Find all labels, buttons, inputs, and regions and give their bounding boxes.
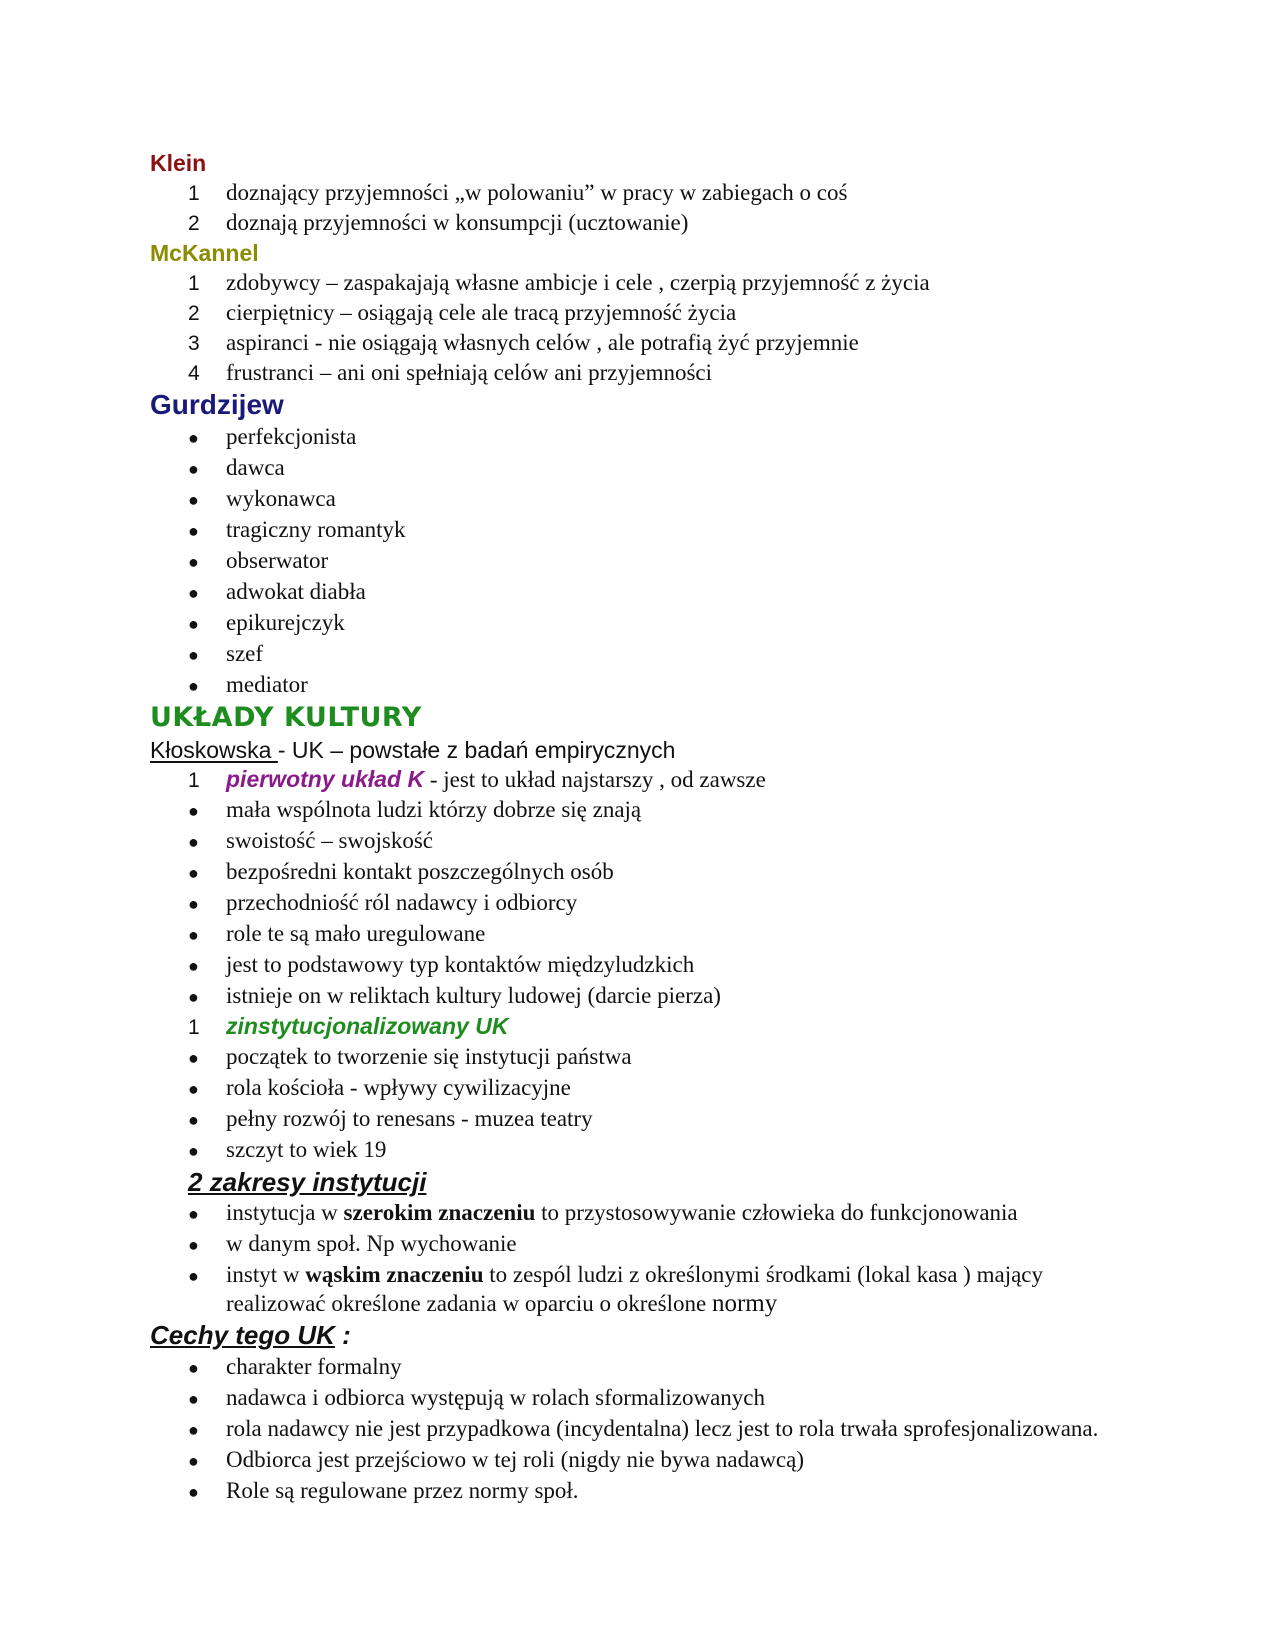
list-item — [150, 208, 1125, 238]
bullet-icon: ● — [188, 676, 199, 696]
zakresy-heading: 2 zakresy instytucji — [188, 1167, 427, 1197]
list-item-text: przechodniość ról nadawcy i odbiorcy — [226, 890, 578, 915]
list-item — [150, 1012, 1125, 1042]
list-number: 1 — [188, 1016, 200, 1039]
list-item: ● instyt w wąskim znaczeniu to zespól ludzi z określonymi środkami (lokal kasa ) mający realizować określone zadania w oparciu o określone normy — [188, 1262, 1043, 1317]
list-item — [150, 1073, 1125, 1104]
list-item — [150, 1445, 1125, 1476]
list-item — [150, 358, 1125, 388]
author-name: Kłoskowska — [150, 737, 278, 763]
term-pierwotny: pierwotny układ K — [226, 766, 425, 792]
list-item-text: adwokat diabła — [226, 579, 366, 604]
bullet-icon: ● — [188, 956, 199, 976]
list-item-text: bezpośredni kontakt poszczególnych osób — [226, 859, 614, 884]
term-description: - jest to układ najstarszy , od zawsze — [424, 767, 766, 792]
bullet-icon: ● — [188, 1141, 199, 1161]
list-item-text: Odbiorca jest przejściowo w tej roli (nigdy nie bywa nadawcą) — [226, 1447, 804, 1472]
list-item-text: obserwator — [226, 548, 329, 573]
bullet-icon: ● — [188, 832, 199, 852]
list-item-text: mała wspólnota ludzi którzy dobrze się znają — [226, 797, 642, 822]
list-item — [150, 422, 1125, 453]
bullet-icon: ● — [188, 894, 199, 914]
bold-term: wąskim znaczeniu — [305, 1262, 484, 1287]
list-number: 3 — [188, 332, 200, 355]
list-item — [150, 1229, 1125, 1260]
list-item — [150, 1352, 1125, 1383]
bullet-icon: ● — [188, 1079, 199, 1099]
list-item — [150, 950, 1125, 981]
list-item-text: doznają przyjemności w konsumpcji (ucztowanie) — [226, 210, 689, 235]
list-number: 2 — [188, 302, 200, 325]
bullet-icon: ● — [188, 1482, 199, 1502]
bullet-icon: ● — [188, 987, 199, 1007]
author-line-text: - UK – powstałe z badań empirycznych — [277, 737, 676, 763]
list-item-text: nadawca i odbiorca występują w rolach sformalizowanych — [226, 1385, 766, 1410]
list-item — [150, 1476, 1125, 1507]
list-item-text: w danym społ. Np wychowanie — [226, 1231, 517, 1256]
list-item — [150, 1042, 1125, 1073]
list-item-text: istnieje on w reliktach kultury ludowej (darcie pierza) — [226, 983, 721, 1008]
bullet-icon: ● — [188, 614, 199, 634]
cechy-heading: Cechy tego UK : — [150, 1320, 351, 1350]
list-item — [150, 765, 1125, 795]
bullet-icon: ● — [188, 925, 199, 945]
list-item — [150, 608, 1125, 639]
list-item-text: dawca — [226, 455, 285, 480]
bullet-icon: ● — [188, 1420, 199, 1440]
bullet-icon: ● — [188, 490, 199, 510]
bullet-icon: ● — [188, 1048, 199, 1068]
list-item: ● instytucja w szerokim znaczeniu to przystosowywanie człowieka do funkcjonowania — [150, 1198, 1125, 1229]
list-item-text: perfekcjonista — [226, 424, 357, 449]
list-item-text: cierpiętnicy – osiągają cele ale tracą przyjemność życia — [226, 300, 737, 325]
list-item — [150, 268, 1125, 298]
bullet-icon: ● — [188, 521, 199, 541]
mckannel-heading: McKannel — [150, 240, 259, 266]
list-number: 1 — [188, 769, 200, 792]
list-item — [150, 826, 1125, 857]
list-item-text: tragiczny romantyk — [226, 517, 406, 542]
list-item-text: charakter formalny — [226, 1354, 402, 1379]
bullet-icon: ● — [188, 1266, 199, 1286]
list-item-text: Role są regulowane przez normy społ. — [226, 1478, 579, 1503]
bullet-icon: ● — [188, 459, 199, 479]
list-item-text: aspiranci - nie osiągają własnych celów , ale potrafią żyć przyjemnie — [226, 330, 859, 355]
list-item — [150, 888, 1125, 919]
term-zinstytucjonalizowany: zinstytucjonalizowany UK — [226, 1013, 509, 1039]
list-item-text: rola kościoła - wpływy cywilizacyjne — [226, 1075, 571, 1100]
list-item — [150, 981, 1125, 1012]
bullet-icon: ● — [188, 1389, 199, 1409]
list-item — [150, 298, 1125, 328]
list-item-text: mediator — [226, 672, 308, 697]
bullet-icon: ● — [188, 645, 199, 665]
list-item — [150, 515, 1125, 546]
list-item-text: epikurejczyk — [226, 610, 345, 635]
list-item-text: wykonawca — [226, 486, 336, 511]
list-item-text: szef — [226, 641, 264, 666]
list-item-text: role te są mało uregulowane — [226, 921, 486, 946]
list-item — [150, 178, 1125, 208]
list-item — [150, 328, 1125, 358]
list-item-text: szczyt to wiek 19 — [226, 1137, 387, 1162]
list-item — [150, 919, 1125, 950]
list-item — [150, 453, 1125, 484]
bold-term: szerokim znaczeniu — [343, 1200, 536, 1225]
list-item — [150, 1104, 1125, 1135]
list-item — [150, 546, 1125, 577]
list-item-text: doznający przyjemności „w polowaniu” w pracy w zabiegach o coś — [226, 180, 848, 205]
list-item — [150, 795, 1125, 826]
bullet-icon: ● — [188, 1204, 199, 1224]
klein-heading: Klein — [150, 150, 207, 176]
list-item-text: początek to tworzenie się instytucji państwa — [226, 1044, 632, 1069]
list-number: 1 — [188, 182, 200, 205]
author-line — [150, 735, 1125, 765]
list-item-text: zdobywcy – zaspakajają własne ambicje i cele , czerpią przyjemność z życia — [226, 270, 930, 295]
list-item — [150, 857, 1125, 888]
list-item — [150, 577, 1125, 608]
bullet-icon: ● — [188, 1110, 199, 1130]
list-item — [150, 670, 1125, 701]
bullet-icon: ● — [188, 583, 199, 603]
bullet-icon: ● — [188, 552, 199, 572]
list-item — [150, 639, 1125, 670]
list-item-text: jest to podstawowy typ kontaktów międzyludzkich — [226, 952, 695, 977]
document-page — [150, 148, 1125, 1507]
list-item — [150, 1383, 1125, 1414]
list-number: 4 — [188, 362, 200, 385]
gurdzijew-heading: Gurdzijew — [150, 389, 284, 420]
list-item — [150, 1135, 1125, 1166]
bullet-icon: ● — [188, 1358, 199, 1378]
uklady-heading: UKŁADY KULTURY — [150, 702, 422, 733]
bullet-icon: ● — [188, 1235, 199, 1255]
list-item-text: swoistość – swojskość — [226, 828, 434, 853]
bullet-icon: ● — [188, 863, 199, 883]
bullet-icon: ● — [188, 1451, 199, 1471]
list-item — [150, 484, 1125, 515]
list-item-text: rola nadawcy nie jest przypadkowa (incydentalna) lecz jest to rola trwała sprofesjonalizowana. — [226, 1416, 1099, 1441]
bullet-icon: ● — [188, 801, 199, 821]
list-number: 2 — [188, 212, 200, 235]
list-item — [150, 1414, 1125, 1445]
list-item-text: pełny rozwój to renesans - muzea teatry — [226, 1106, 593, 1131]
bullet-icon: ● — [188, 428, 199, 448]
list-item-text: frustranci – ani oni spełniają celów ani przyjemności — [226, 360, 713, 385]
list-number: 1 — [188, 272, 200, 295]
